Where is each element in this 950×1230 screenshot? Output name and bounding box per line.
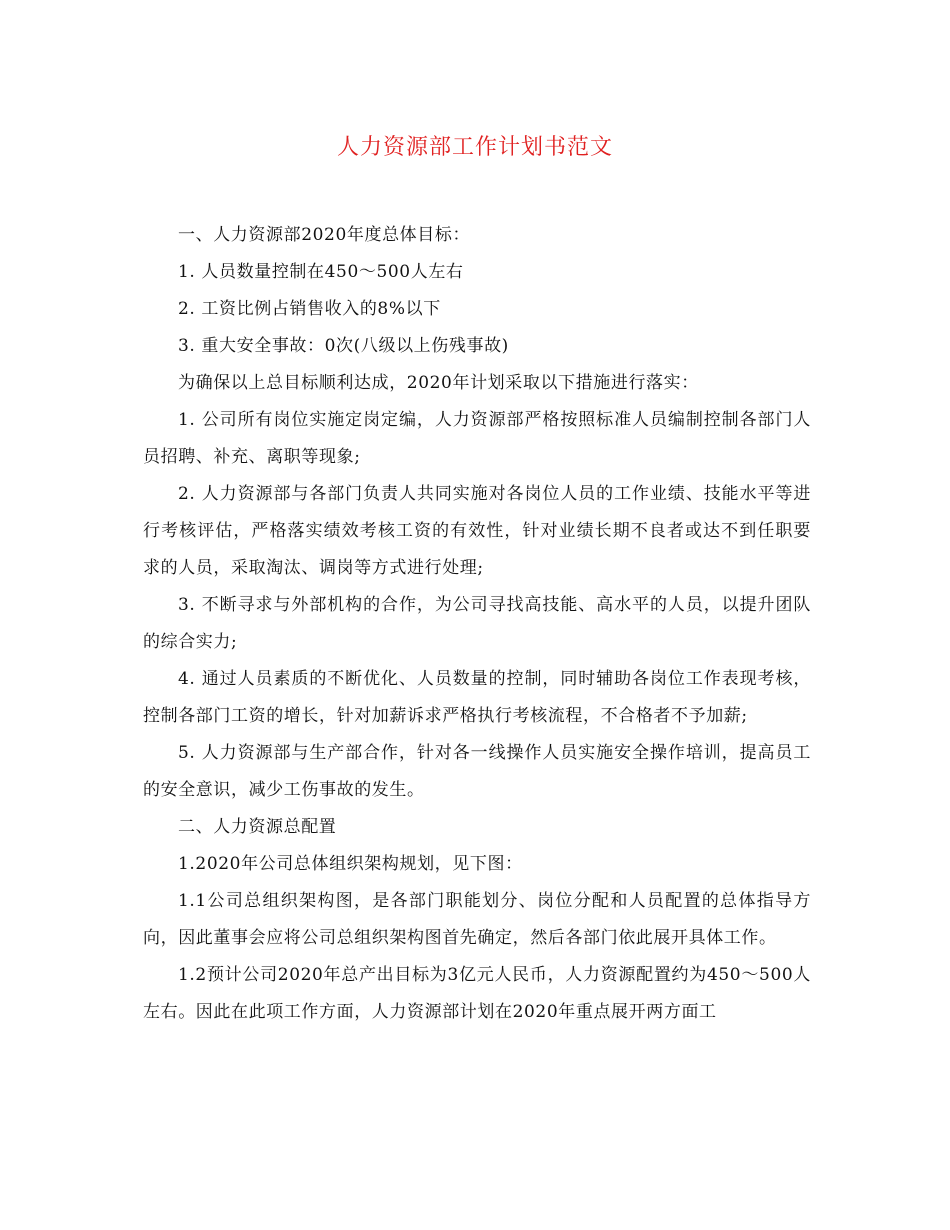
- list-item: 5. 人力资源部与生产部合作，针对各一线操作人员实施安全操作培训，提高员工的安全意识，减少工伤事故的发生。: [143, 743, 811, 800]
- document-body: [143, 217, 811, 1031]
- paragraph: 1.1公司总组织架构图，是各部门职能划分、岗位分配和人员配置的总体指导方向，因此董事会应将公司总组织架构图首先确定，然后各部门依此展开具体工作。: [143, 891, 811, 948]
- paragraph: 1.2020年公司总体组织架构规划，见下图：: [178, 854, 523, 874]
- section-heading: 一、人力资源部2020年度总体目标：: [178, 225, 471, 245]
- list-item: 1. 人员数量控制在450～500人左右: [178, 262, 464, 282]
- list-item: 2. 工资比例占销售收入的8%以下: [178, 299, 441, 319]
- paragraph: 1.2预计公司2020年总产出目标为3亿元人民币，人力资源配置约为450～500人左右。因此在此项工作方面，人力资源部计划在2020年重点展开两方面工: [143, 965, 811, 1022]
- list-item: 4. 通过人员素质的不断优化、人员数量的控制，同时辅助各岗位工作表现考核，控制各部门工资的增长，针对加薪诉求严格执行考核流程，不合格者不予加薪;: [143, 669, 811, 726]
- paragraph: 为确保以上总目标顺利达成，2020年计划采取以下措施进行落实：: [178, 373, 699, 393]
- list-item: 3. 重大安全事故：0次(八级以上伤残事故): [178, 336, 509, 356]
- document-title: 人力资源部工作计划书范文: [336, 135, 613, 160]
- list-item: 1. 公司所有岗位实施定岗定编，人力资源部严格按照标准人员编制控制各部门人员招聘、补充、离职等现象;: [143, 410, 811, 467]
- list-item: 2. 人力资源部与各部门负责人共同实施对各岗位人员的工作业绩、技能水平等进行考核评估，严格落实绩效考核工资的有效性，针对业绩长期不良者或达不到任职要求的人员，采取淘汰、调岗等方式进行处理;: [143, 484, 811, 578]
- section-heading: 二、人力资源总配置: [178, 817, 337, 837]
- list-item: 3. 不断寻求与外部机构的合作，为公司寻找高技能、高水平的人员，以提升团队的综合实力;: [143, 595, 811, 652]
